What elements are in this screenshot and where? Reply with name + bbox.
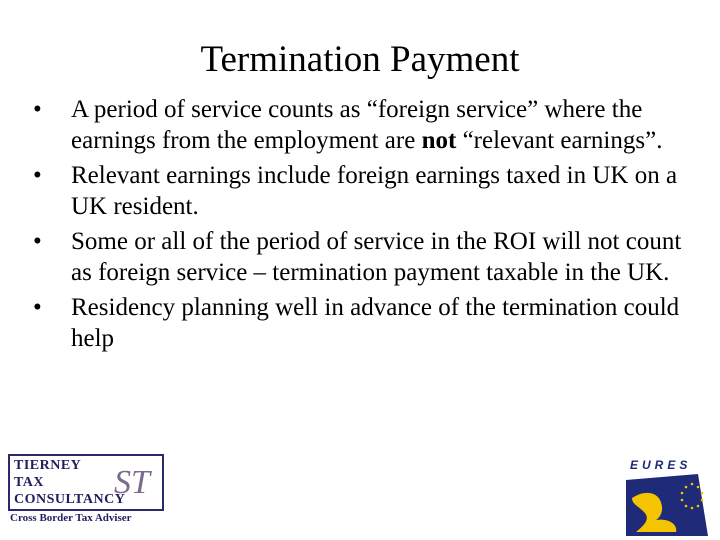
eures-logo-text: EURES [630,458,692,472]
bullet-dot: • [33,162,42,189]
bullet-text: Relevant earnings include foreign earnings taxed in UK on a UK resident. [71,162,678,220]
bullet-text: Residency planning well in advance of the termination could help [71,294,680,352]
bullet-dot: • [33,294,42,321]
bullet-item [33,94,693,156]
tierney-logo-line1: TIERNEY [14,458,82,473]
tierney-logo-line3: CONSULTANCY [14,492,126,507]
bullet-dot: • [33,228,42,255]
tierney-tax-logo [8,454,164,526]
bullet-text: Some or all of the period of service in the ROI will not count as foreign service – termination payment taxable in the UK. [71,228,682,286]
bullet-text: A period of service counts as “foreign service” where the earnings from the employment are not “relevant earnings”. [71,96,663,154]
bullet-item [33,292,693,354]
bullet-dot: • [33,96,42,123]
eures-hands-stars-icon [622,458,714,536]
tierney-logo-line2: TAX [14,475,45,490]
tierney-logo-box [8,454,164,511]
slide-title: Termination Payment [200,39,520,80]
tierney-monogram-icon: ST [114,464,150,501]
emphasis-not: not [421,127,457,154]
tierney-tagline: Cross Border Tax Adviser [10,512,132,524]
eures-logo [622,458,714,536]
bullet-list [33,94,693,358]
bullet-item [33,160,693,222]
bullet-item [33,226,693,288]
